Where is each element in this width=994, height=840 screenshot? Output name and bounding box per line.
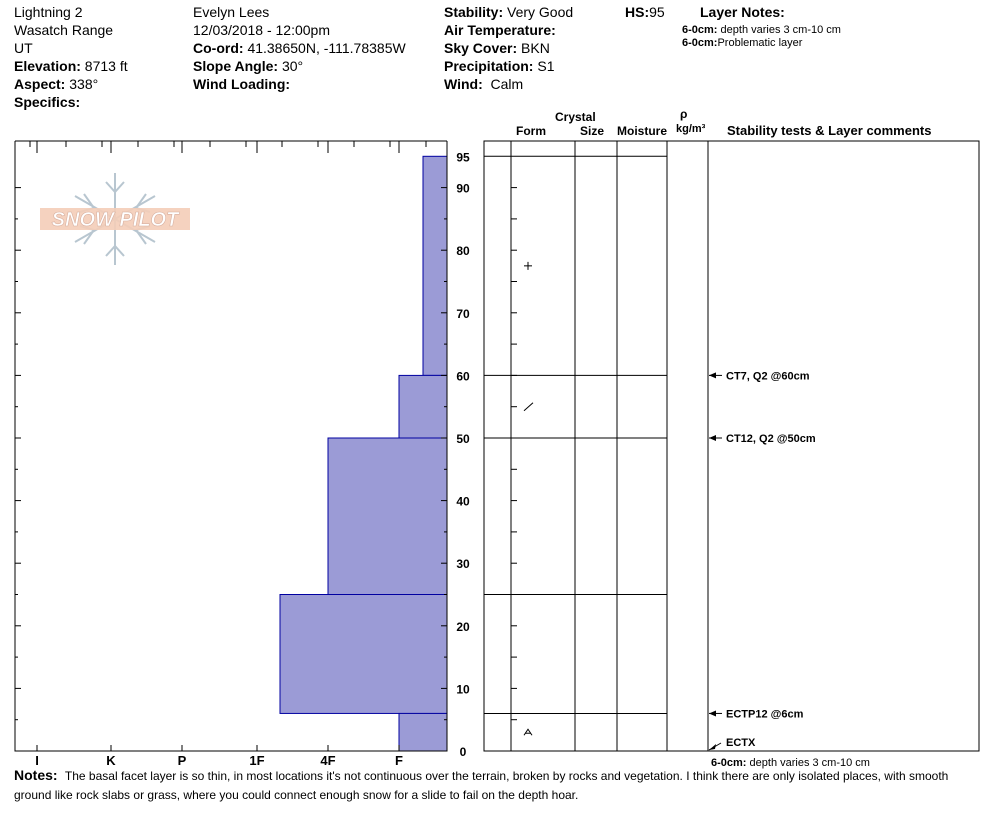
stability-arrowhead-1 — [709, 435, 716, 441]
hardness-bar-0 — [423, 156, 447, 375]
layer-note-1-text: depth varies 3 cm-10 cm — [720, 24, 841, 36]
hardness-bar-3 — [280, 595, 447, 714]
layer-notes-label: Layer Notes: — [700, 4, 785, 20]
depth-label-0: 0 — [459, 745, 467, 759]
depth-label-10: 95 — [456, 150, 470, 165]
location-name: Lightning 2 — [14, 4, 83, 20]
sky-value: BKN — [521, 40, 550, 56]
wind-loading-label: Wind Loading: — [193, 76, 291, 92]
depth-label-2: 20 — [456, 619, 470, 634]
aspect-value: 338° — [69, 76, 99, 92]
depth-label-3: 30 — [456, 557, 470, 572]
stability-arrowhead-2 — [709, 710, 716, 716]
layer-note-1-depth: 6-0cm: — [682, 24, 718, 36]
profile-table-frame — [484, 141, 979, 751]
depth-label-7: 70 — [456, 306, 470, 321]
hardness-bar-1 — [399, 375, 447, 438]
wind-value: Calm — [490, 76, 524, 92]
hardness-bar-4 — [399, 713, 447, 751]
snowpilot-logo-text: SNOW PILOT — [51, 209, 179, 231]
stability-arrowhead-0 — [709, 372, 716, 378]
hs-value: 95 — [649, 4, 665, 20]
crystal-form-caret-2 — [524, 729, 532, 735]
depth-label-8: 80 — [456, 244, 470, 259]
precip-value: S1 — [537, 58, 555, 74]
stability-test-label-1: CT12, Q2 @50cm — [726, 433, 816, 445]
bottom-comment-text: depth varies 3 cm-10 cm — [749, 757, 870, 769]
stability-test-label-2: ECTP12 @6cm — [726, 708, 804, 721]
density-symbol: ρ — [680, 107, 688, 121]
depth-label-4: 40 — [456, 494, 470, 509]
coord-value: 41.38650N, -111.78385W — [247, 40, 406, 56]
hardness-label-0: I — [35, 753, 39, 768]
hardness-bar-2 — [328, 438, 447, 595]
stability-value: Very Good — [507, 4, 574, 20]
air-temperature-label: Air Temperature: — [444, 22, 556, 38]
crystal-form-slash-1 — [524, 403, 533, 411]
depth-label-5: 50 — [456, 432, 470, 446]
stability-label: Stability: — [444, 4, 504, 20]
observation-datetime: 12/03/2018 - 12:00pm — [193, 22, 330, 38]
sky-label: Sky Cover: — [444, 40, 518, 56]
hardness-label-5: F — [395, 753, 403, 768]
stability-column-header: Stability tests & Layer comments — [727, 123, 932, 138]
slope-label: Slope Angle: — [193, 58, 279, 74]
density-unit: kg/m³ — [676, 123, 706, 135]
state: UT — [14, 40, 33, 56]
layer-note-2-text: Problematic layer — [717, 37, 803, 49]
hardness-label-3: 1F — [249, 753, 265, 768]
precip-label: Precipitation: — [444, 58, 534, 74]
notes-label: Notes: — [14, 767, 58, 783]
elevation-label: Elevation: — [14, 58, 81, 74]
notes-text: The basal facet layer is so thin, in most locations it's not continuous over the terrain, broken by rocks and vegetation. I think there are only isolated places, with smooth ground like rock slabs or grass, where you could connect enough snow for a slide to fail on the depth hoar. — [14, 769, 949, 802]
moisture-column-header: Moisture — [617, 124, 668, 138]
hardness-label-4: 4F — [320, 753, 336, 768]
snowpilot-logo — [40, 173, 190, 265]
mountain-range: Wasatch Range — [14, 22, 114, 38]
form-column-header: Form — [516, 124, 546, 138]
stability-test-label-0: CT7, Q2 @60cm — [726, 370, 810, 383]
hs-label: HS: — [625, 4, 650, 20]
wind-label: Wind: — [444, 76, 483, 92]
elevation-value: 8713 ft — [84, 58, 128, 74]
bottom-comment-depth: 6-0cm: — [711, 757, 747, 769]
specifics-label: Specifics: — [14, 94, 81, 110]
slope-value: 30° — [281, 58, 304, 74]
size-column-header: Size — [580, 124, 605, 138]
stability-test-label-3: ECTX — [726, 737, 756, 749]
depth-label-6: 60 — [456, 369, 470, 384]
crystal-column-header: Crystal — [555, 110, 596, 124]
aspect-label: Aspect: — [14, 76, 66, 92]
notes-section — [14, 766, 974, 805]
coord-label: Co-ord: — [193, 40, 244, 56]
hardness-label-1: K — [106, 753, 116, 768]
hardness-label-2: P — [177, 753, 187, 768]
depth-label-1: 10 — [456, 682, 470, 697]
depth-label-9: 90 — [456, 181, 470, 196]
observer: Evelyn Lees — [193, 4, 270, 20]
layer-note-2-depth: 6-0cm: — [682, 37, 718, 49]
